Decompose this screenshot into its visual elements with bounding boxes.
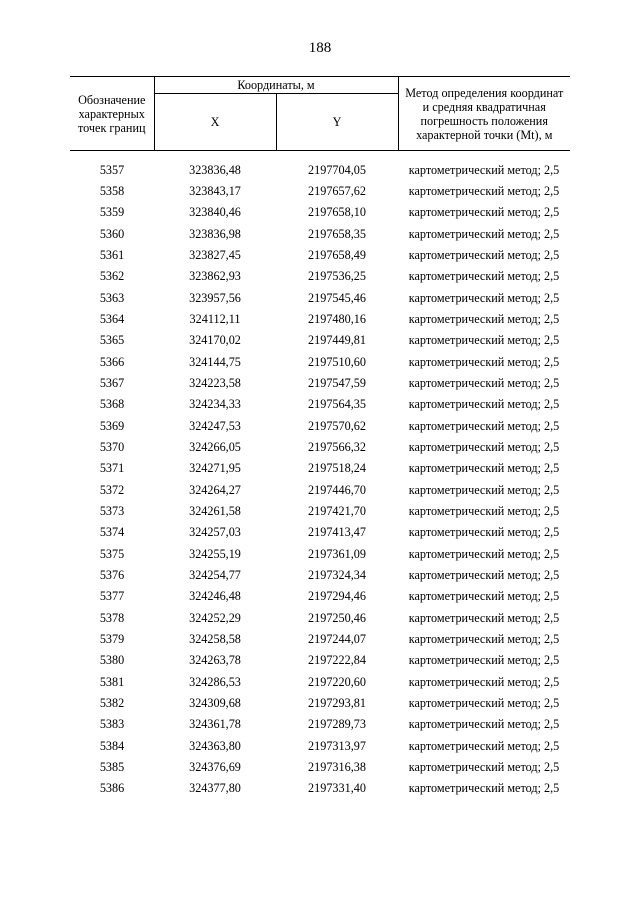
table-row (70, 564, 570, 585)
y-cell: 2197222,84 (308, 653, 366, 668)
x-cell: 324266,05 (189, 439, 241, 454)
y-cell: 2197566,32 (308, 439, 366, 454)
y-cell: 2197313,97 (308, 738, 366, 753)
table-row (70, 735, 570, 756)
x-cell: 324254,77 (189, 567, 241, 582)
table-row (70, 714, 570, 735)
x-cell: 324257,03 (189, 525, 241, 540)
table-row (70, 479, 570, 500)
method-cell: картометрический метод; 2,5 (408, 738, 560, 753)
y-cell: 2197570,62 (308, 418, 366, 433)
point-cell: 5383 (99, 717, 125, 732)
x-cell: 323840,46 (189, 205, 241, 220)
method-cell: картометрический метод; 2,5 (408, 482, 560, 497)
y-cell: 2197657,62 (308, 183, 366, 198)
point-cell: 5365 (99, 333, 125, 348)
header-point: Обозначение характерных точек границ (70, 77, 154, 151)
table-row (70, 287, 570, 308)
method-cell: картометрический метод; 2,5 (408, 503, 560, 518)
method-cell: картометрический метод; 2,5 (408, 269, 560, 284)
y-cell: 2197361,09 (308, 546, 366, 561)
y-cell: 2197510,60 (308, 354, 366, 369)
y-cell: 2197324,34 (308, 567, 366, 582)
x-cell: 323827,45 (189, 247, 241, 262)
method-cell: картометрический метод; 2,5 (408, 546, 560, 561)
point-cell: 5380 (99, 653, 125, 668)
method-cell: картометрический метод; 2,5 (408, 631, 560, 646)
table-row (70, 650, 570, 671)
y-cell: 2197658,10 (308, 205, 366, 220)
y-cell: 2197449,81 (308, 333, 366, 348)
x-cell: 323843,17 (189, 183, 241, 198)
table-row (70, 778, 570, 799)
y-cell: 2197536,25 (308, 269, 366, 284)
y-cell: 2197421,70 (308, 503, 366, 518)
method-cell: картометрический метод; 2,5 (408, 397, 560, 412)
method-cell: картометрический метод; 2,5 (408, 610, 560, 625)
method-cell: картометрический метод; 2,5 (408, 375, 560, 390)
point-cell: 5364 (99, 311, 125, 326)
method-cell: картометрический метод; 2,5 (408, 205, 560, 220)
x-cell: 324271,95 (189, 461, 241, 476)
page-number: 188 (308, 40, 332, 56)
x-cell: 323957,56 (189, 290, 241, 305)
y-cell: 2197658,35 (308, 226, 366, 241)
table-row (70, 628, 570, 649)
method-cell: картометрический метод; 2,5 (408, 461, 560, 476)
method-cell: картометрический метод; 2,5 (408, 674, 560, 689)
method-cell: картометрический метод; 2,5 (408, 653, 560, 668)
y-cell: 2197446,70 (308, 482, 366, 497)
point-cell: 5367 (99, 375, 125, 390)
table-body (70, 151, 570, 799)
point-cell: 5369 (99, 418, 125, 433)
method-cell: картометрический метод; 2,5 (408, 759, 560, 774)
table-header (70, 77, 570, 151)
method-cell: картометрический метод; 2,5 (408, 247, 560, 262)
table-row (70, 436, 570, 457)
point-cell: 5371 (99, 461, 125, 476)
method-cell: картометрический метод; 2,5 (408, 226, 560, 241)
method-cell: картометрический метод; 2,5 (408, 183, 560, 198)
table-row (70, 607, 570, 628)
y-cell: 2197545,46 (308, 290, 366, 305)
point-cell: 5375 (99, 546, 125, 561)
point-cell: 5358 (99, 183, 125, 198)
table-row (70, 308, 570, 329)
x-cell: 324246,48 (189, 589, 241, 604)
table-row (70, 330, 570, 351)
header-x: X (154, 94, 276, 151)
point-cell: 5382 (99, 695, 125, 710)
method-cell: картометрический метод; 2,5 (408, 333, 560, 348)
table-row (70, 756, 570, 777)
table-row (70, 223, 570, 244)
method-cell: картометрический метод; 2,5 (408, 354, 560, 369)
method-cell: картометрический метод; 2,5 (408, 162, 560, 177)
point-cell: 5357 (99, 162, 125, 177)
table-row (70, 458, 570, 479)
table-row (70, 180, 570, 201)
y-cell: 2197704,05 (308, 162, 366, 177)
x-cell: 324376,69 (189, 759, 241, 774)
point-cell: 5373 (99, 503, 125, 518)
y-cell: 2197413,47 (308, 525, 366, 540)
table-row (70, 671, 570, 692)
y-cell: 2197293,81 (308, 695, 366, 710)
table-row (70, 266, 570, 287)
method-cell: картометрический метод; 2,5 (408, 589, 560, 604)
x-cell: 324170,02 (189, 333, 241, 348)
x-cell: 324255,19 (189, 546, 241, 561)
point-cell: 5378 (99, 610, 125, 625)
y-cell: 2197316,38 (308, 759, 366, 774)
point-cell: 5386 (99, 781, 125, 796)
table-row (70, 522, 570, 543)
y-cell: 2197518,24 (308, 461, 366, 476)
point-cell: 5361 (99, 247, 125, 262)
point-cell: 5379 (99, 631, 125, 646)
point-cell: 5368 (99, 397, 125, 412)
x-cell: 324361,78 (189, 717, 241, 732)
point-cell: 5376 (99, 567, 125, 582)
point-cell: 5385 (99, 759, 125, 774)
y-cell: 2197294,46 (308, 589, 366, 604)
x-cell: 324252,29 (189, 610, 241, 625)
point-cell: 5377 (99, 589, 125, 604)
y-cell: 2197289,73 (308, 717, 366, 732)
y-cell: 2197331,40 (308, 781, 366, 796)
point-cell: 5370 (99, 439, 125, 454)
table-row (70, 244, 570, 265)
method-cell: картометрический метод; 2,5 (408, 781, 560, 796)
point-cell: 5381 (99, 674, 125, 689)
table-row (70, 415, 570, 436)
table-row (70, 394, 570, 415)
point-cell: 5372 (99, 482, 125, 497)
y-cell: 2197480,16 (308, 311, 366, 326)
x-cell: 324309,68 (189, 695, 241, 710)
x-cell: 324261,58 (189, 503, 241, 518)
y-cell: 2197220,60 (308, 674, 366, 689)
table-row (70, 500, 570, 521)
point-cell: 5359 (99, 205, 125, 220)
point-cell: 5362 (99, 269, 125, 284)
x-cell: 323836,98 (189, 226, 241, 241)
point-cell: 5366 (99, 354, 125, 369)
x-cell: 324247,53 (189, 418, 241, 433)
method-cell: картометрический метод; 2,5 (408, 567, 560, 582)
x-cell: 324377,80 (189, 781, 241, 796)
y-cell: 2197244,07 (308, 631, 366, 646)
method-cell: картометрический метод; 2,5 (408, 418, 560, 433)
x-cell: 324234,33 (189, 397, 241, 412)
y-cell: 2197547,59 (308, 375, 366, 390)
header-method: Метод определения координат и средняя квадратичная погрешность положения характерной точки (Mt), м (398, 77, 570, 151)
y-cell: 2197658,49 (308, 247, 366, 262)
header-coordinates: Координаты, м (154, 77, 398, 94)
header-y: Y (276, 94, 398, 151)
x-cell: 324112,11 (189, 311, 241, 326)
table-row (70, 692, 570, 713)
x-cell: 323862,93 (189, 269, 241, 284)
coordinates-table (70, 76, 570, 799)
x-cell: 324263,78 (189, 653, 241, 668)
table-row (70, 586, 570, 607)
table-row (70, 151, 570, 181)
x-cell: 323836,48 (189, 162, 241, 177)
point-cell: 5384 (99, 738, 125, 753)
y-cell: 2197250,46 (308, 610, 366, 625)
x-cell: 324286,53 (189, 674, 241, 689)
x-cell: 324144,75 (189, 354, 241, 369)
method-cell: картометрический метод; 2,5 (408, 290, 560, 305)
x-cell: 324223,58 (189, 375, 241, 390)
method-cell: картометрический метод; 2,5 (408, 717, 560, 732)
y-cell: 2197564,35 (308, 397, 366, 412)
x-cell: 324258,58 (189, 631, 241, 646)
table-row (70, 351, 570, 372)
method-cell: картометрический метод; 2,5 (408, 439, 560, 454)
method-cell: картометрический метод; 2,5 (408, 525, 560, 540)
method-cell: картометрический метод; 2,5 (408, 311, 560, 326)
x-cell: 324363,80 (189, 738, 241, 753)
table-row (70, 202, 570, 223)
method-cell: картометрический метод; 2,5 (408, 695, 560, 710)
point-cell: 5360 (99, 226, 125, 241)
table-row (70, 372, 570, 393)
x-cell: 324264,27 (189, 482, 241, 497)
point-cell: 5374 (99, 525, 125, 540)
point-cell: 5363 (99, 290, 125, 305)
table-row (70, 543, 570, 564)
